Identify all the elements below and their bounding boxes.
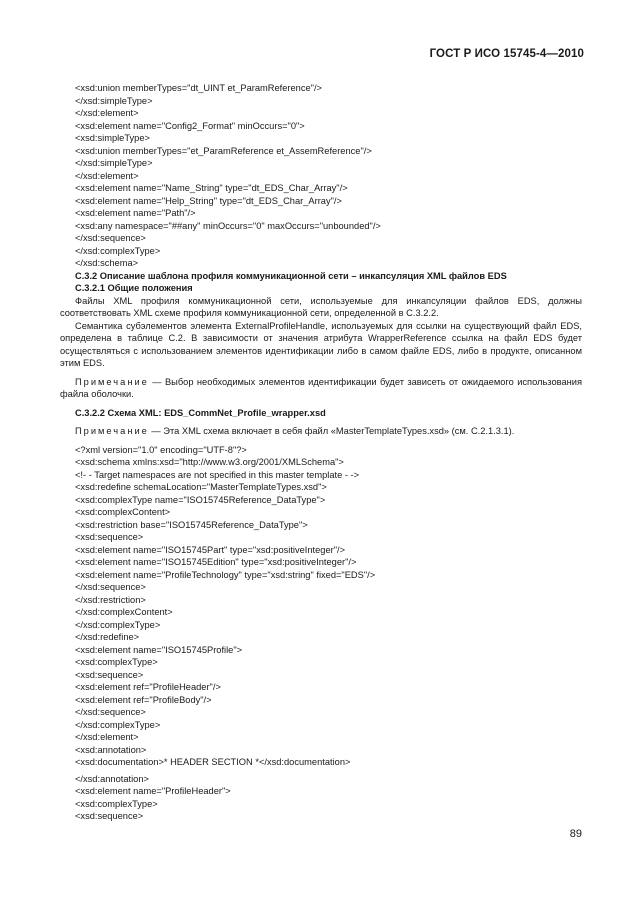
code-line: <xsd:union memberTypes="dt_UINT et_ParamReference"/> [75, 83, 322, 93]
code-line: <xsd:complexType> [75, 798, 158, 809]
code-line: <xsd:element name="ProfileHeader"> [75, 786, 231, 796]
code-line: <xsd:element name="Path"/> [75, 208, 196, 218]
code-line: </xsd:sequence> [75, 233, 146, 243]
code-line: </xsd:simpleType> [75, 95, 153, 106]
code-line: <!- - Target namespaces are not specified in this master template - -> [75, 469, 360, 480]
code-line: </xsd:restriction> [75, 594, 146, 605]
code-line: <xsd:element name="Name_String" type="dt_EDS_Char_Array"/> [75, 183, 348, 193]
code-line: </xsd:schema> [75, 258, 139, 268]
code-line: <xsd:complexContent> [75, 507, 171, 517]
subsection-heading-c322: С.3.2.2 Схема XML: EDS_CommNet_Profile_wrapper.xsd [75, 407, 326, 418]
code-line: <xsd:sequence> [75, 669, 144, 680]
subsection-heading-c321: С.3.2.1 Общие положения [75, 283, 193, 293]
code-line: <xsd:any namespace="##any" minOccurs="0" maxOccurs="unbounded"/> [75, 220, 381, 231]
note-label: Примечание [75, 376, 149, 387]
code-line: <xsd:restriction base="ISO15745Reference_DataType"> [75, 519, 308, 530]
standard-title: ГОСТ Р ИСО 15745-4—2010 [429, 48, 584, 60]
note-text: — Эта XML схема включает в себя файл «MasterTemplateTypes.xsd» (см. С.2.1.3.1). [148, 426, 515, 436]
code-line: </xsd:sequence> [75, 582, 146, 592]
code-line: <?xml version="1.0" encoding="UTF-8"?> [75, 444, 247, 455]
page-number: 89 [569, 828, 582, 840]
section-heading-c32: С.3.2 Описание шаблона профиля коммуникационной сети – инкапсуляция XML файлов EDS [75, 270, 507, 281]
code-line: </xsd:complexType> [75, 245, 161, 256]
code-line: <xsd:element name="ISO15745Edition" type="xsd:positiveInteger"/> [75, 557, 357, 567]
code-line: </xsd:annotation> [75, 773, 149, 784]
code-line: </xsd:element> [75, 732, 139, 742]
code-line: <xsd:element ref="ProfileBody"/> [75, 694, 212, 705]
code-block-2 [60, 444, 582, 769]
code-line: <xsd:schema xmlns:xsd="http://www.w3.org/2001/XMLSchema"> [75, 457, 344, 467]
code-line: <xsd:element name="Config2_Format" minOccurs="0"> [75, 120, 305, 131]
code-line: </xsd:element> [75, 108, 139, 118]
code-line: <xsd:redefine schemaLocation="MasterTemplateTypes.xsd"> [75, 482, 327, 492]
code-line: </xsd:complexContent> [75, 607, 173, 617]
code-line: <xsd:union memberTypes="et_ParamReference et_AssemReference"/> [75, 145, 372, 156]
note-text: — Выбор необходимых элементов идентификации будет зависеть от ожидаемого использования файла оболочки. [60, 376, 582, 399]
code-line: <xsd:complexType name="ISO15745Reference_DataType"> [75, 494, 326, 505]
note-label: Примечание [75, 426, 149, 436]
code-line: <xsd:simpleType> [75, 133, 150, 143]
paragraph: Семантика субэлементов элемента ExternalProfileHandle, используемых для ссылки на существующий файл EDS, определена в таблице С.2. В зависимости от значения атрибута WrapperReference ссылка на файл EDS будет осуществляться с использованием элементов идентификации либо в самом файле EDS, либо в продукте, описанном этим EDS. [60, 320, 582, 368]
code-line: </xsd:element> [75, 170, 139, 181]
code-line: </xsd:redefine> [75, 632, 140, 642]
code-line: <xsd:annotation> [75, 744, 147, 755]
code-line: <xsd:sequence> [75, 811, 144, 821]
code-line: <xsd:sequence> [75, 532, 144, 542]
code-line: </xsd:simpleType> [75, 158, 153, 168]
code-line: <xsd:element name="ProfileTechnology" type="xsd:string" fixed="EDS"/> [75, 569, 376, 580]
page-content [60, 82, 582, 823]
code-line: </xsd:sequence> [75, 707, 146, 717]
code-line: <xsd:element name="ISO15745Part" type="xsd:positiveInteger"/> [75, 544, 346, 555]
code-line: <xsd:complexType> [75, 657, 158, 667]
code-line: <xsd:element name="ISO15745Profile"> [75, 644, 243, 655]
code-line: <xsd:element ref="ProfileHeader"/> [75, 682, 221, 692]
code-block-3 [60, 773, 582, 823]
code-line: <xsd:element name="Help_String" type="dt_EDS_Char_Array"/> [75, 195, 342, 206]
code-line: </xsd:complexType> [75, 719, 161, 730]
code-line: </xsd:complexType> [75, 619, 161, 630]
note-paragraph [60, 376, 582, 401]
code-block-1 [60, 82, 582, 270]
note-paragraph [60, 425, 582, 438]
paragraph: Файлы XML профиля коммуникационной сети, используемые для инкапсуляции файлов EDS, должны соответствовать XML схеме профиля коммуникационной сети, определенной в С.3.2.2. [60, 295, 582, 318]
code-line: <xsd:documentation>* HEADER SECTION *</xsd:documentation> [75, 757, 351, 767]
